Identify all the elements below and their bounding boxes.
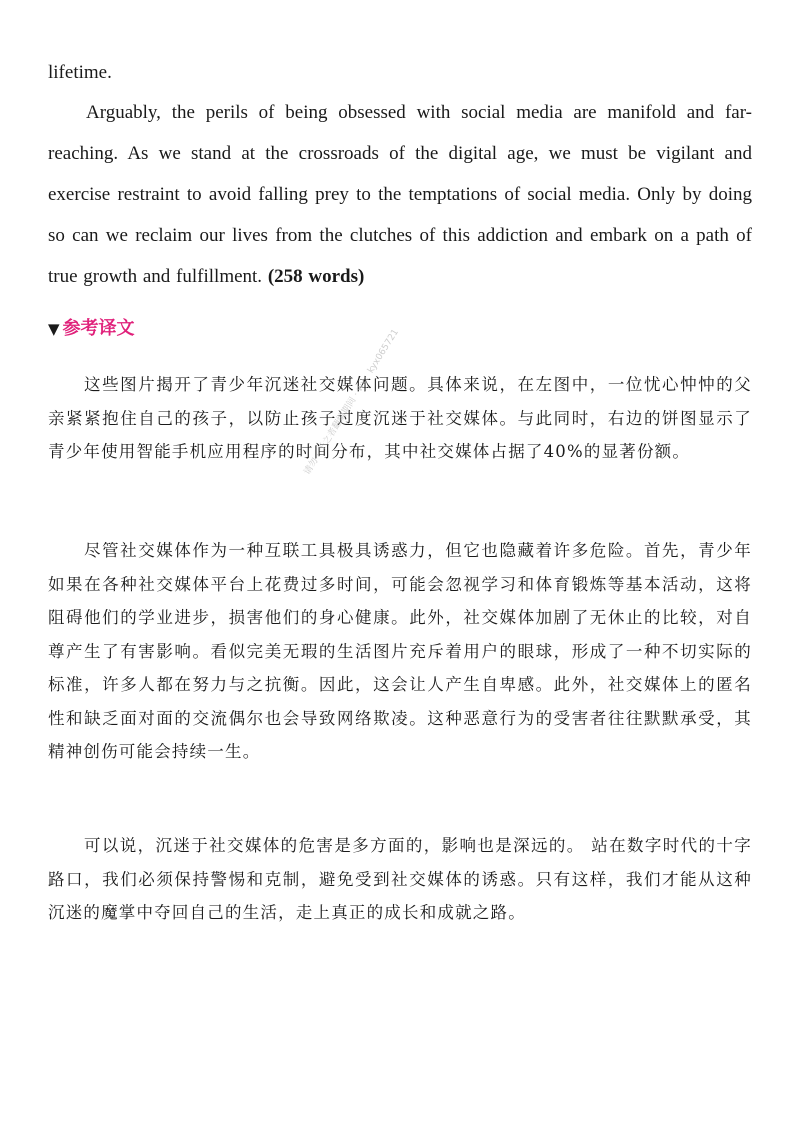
english-conclusion-paragraph [48,92,752,297]
section-heading [48,314,135,344]
chinese-paragraph-2: 尽管社交媒体作为一种互联工具极具诱惑力，但它也隐藏着许多危险。首先，青少年如果在各种社交媒体平台上花费过多时间，可能会忽视学习和体育锻炼等基本活动，这将阻碍他们的学业进步，损害他们的身心健康。此外，社交媒体加剧了无休止的比较，对自尊产生了有害影响。看似完美无瑕的生活图片充斥着用户的眼球，形成了一种不切实际的标准，许多人都在努力与之抗衡。因此，这会让人产生自卑感。此外，社交媒体上的匿名性和缺乏面对面的交流偶尔也会导致网络欺凌。这种恶意行为的受害者往往默默承受，其精神创伤可能会持续一生。 [48,541,752,761]
chinese-paragraph-3: 可以说，沉迷于社交媒体的危害是多方面的，影响也是深远的。 站在数字时代的十字路口，我们必须保持警惕和克制，避免受到社交媒体的诱惑。只有这样，我们才能从这种沉迷的魔掌中夺回自己的生活，走上真正的成长和成就之路。 [48,836,752,922]
english-paragraph-text: Arguably, the perils of being obsessed with social media are manifold and far-reaching. As we stand at the crossroads of the digital age, we must be vigilant and exercise restraint to avoid falling prey to the temptations of social media. Only by doing so can we reclaim our lives from the clutches of this addiction and embark on a path of true growth and fulfillment. [48,102,752,287]
english-continued-line: lifetime. [48,62,112,83]
chinese-paragraph-1: 这些图片揭开了青少年沉迷社交媒体问题。具体来说，在左图中，一位忧心忡忡的父亲紧紧抱住自己的孩子，以防止孩子过度沉迷于社交媒体。与此同时，右边的饼图显示了青少年使用智能手机应用程序的时间分布，其中社交媒体占据了40%的显著份额。 [48,375,752,461]
watermark: 请勿 · 千之者翻编期间 · wx：kyx065721 [302,327,401,477]
section-title: 参考译文 [62,318,135,339]
triangle-marker-icon: ▼ [48,320,60,338]
word-count: (258 words) [267,266,365,287]
